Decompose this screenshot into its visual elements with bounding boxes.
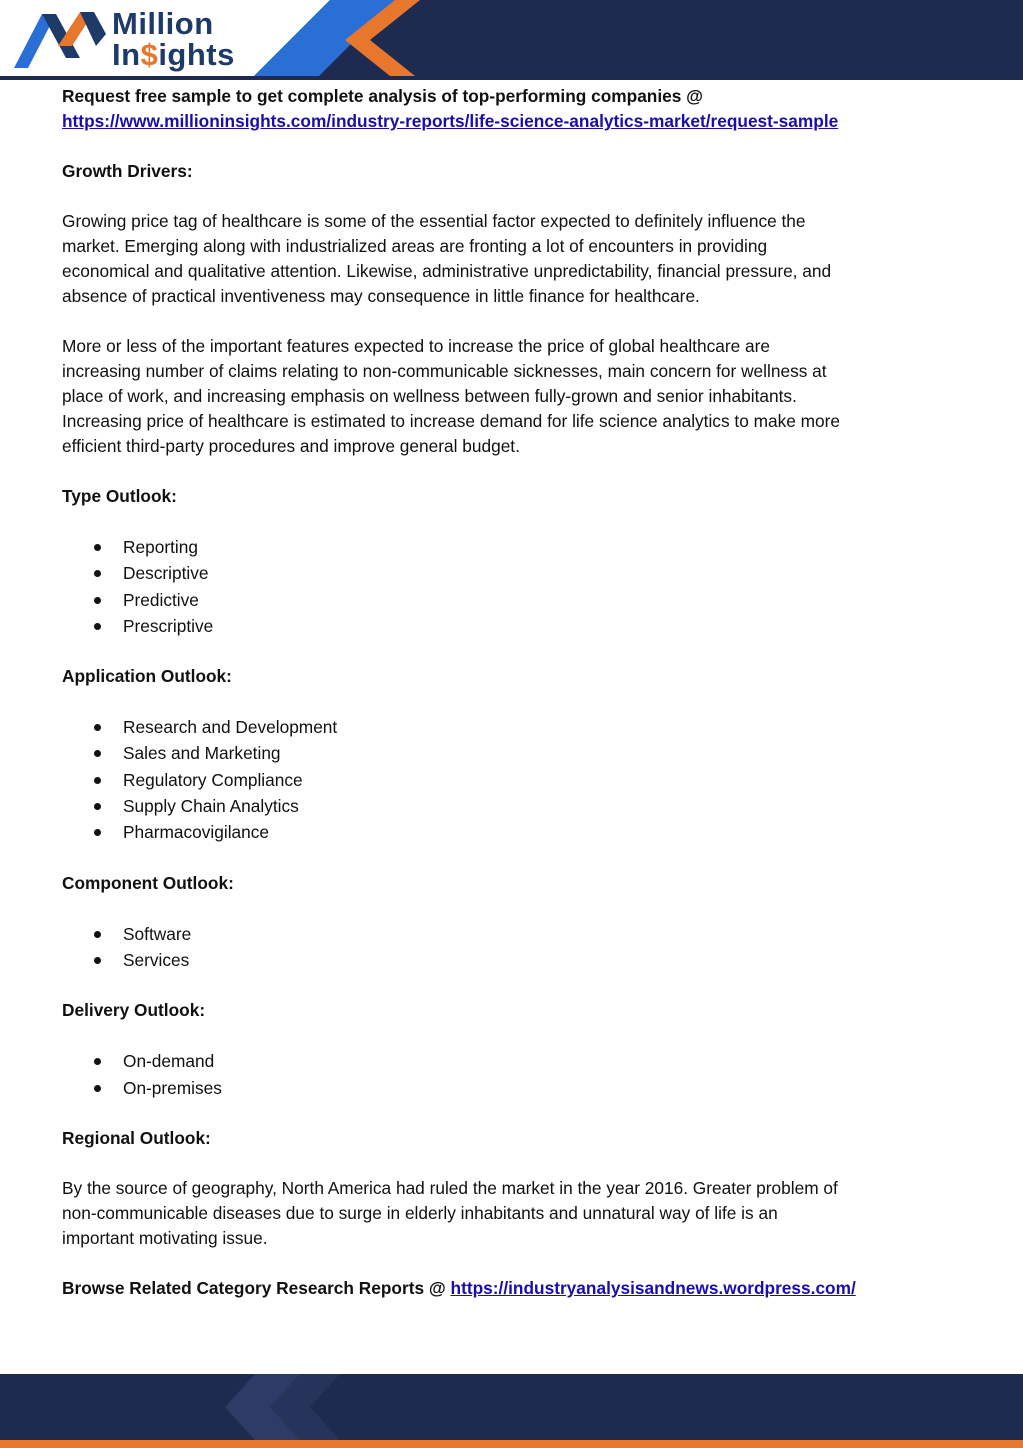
browse-related-line bbox=[62, 1276, 962, 1301]
text-line: By the source of geography, North America had ruled the market in the year 2016. Greater problem of bbox=[62, 1177, 838, 1198]
text-line: increasing number of claims relating to non-communicable sicknesses, main concern for wellness at bbox=[62, 361, 827, 381]
request-sample-text: Request free sample to get complete analysis of top-performing companies @ bbox=[62, 86, 704, 106]
text-line: Increasing price of healthcare is estimated to increase demand for life science analytics to make more bbox=[62, 411, 841, 431]
header-banner bbox=[0, 0, 1023, 80]
text-line: More or less of the important features expected to increase the price of global healthcare are bbox=[62, 336, 770, 356]
logo-line-2-pre: In bbox=[112, 37, 141, 72]
delivery-outlook-heading: Delivery Outlook: bbox=[62, 1000, 206, 1021]
list-item: Pharmacovigilance bbox=[62, 819, 962, 845]
text-line: efficient third-party procedures and improve general budget. bbox=[62, 436, 520, 456]
growth-paragraph-1 bbox=[62, 209, 962, 309]
text-line: non-communicable diseases due to surge in elderly inhabitants and unnatural way of life is an bbox=[62, 1202, 778, 1223]
application-outlook-list bbox=[62, 714, 962, 845]
browse-related-text: Browse Related Category Research Reports @ bbox=[62, 1277, 451, 1298]
regional-outlook-heading: Regional Outlook: bbox=[62, 1127, 211, 1148]
list-item: Prescriptive bbox=[62, 613, 962, 639]
logo-line-2 bbox=[112, 39, 235, 70]
logo-line-1: Million bbox=[112, 6, 214, 41]
logo-wordmark bbox=[112, 8, 235, 70]
regional-paragraph bbox=[62, 1176, 962, 1251]
list-item: Sales and Marketing bbox=[62, 740, 962, 766]
type-outlook-list bbox=[62, 534, 962, 639]
application-outlook-heading: Application Outlook: bbox=[62, 666, 232, 687]
logo-dollar: $ bbox=[140, 37, 159, 72]
text-line: market. Emerging along with industrialized areas are fronting a lot of encounters in providing bbox=[62, 236, 768, 256]
footer-banner bbox=[0, 1374, 1023, 1448]
text-line: absence of practical inventiveness may consequence in little finance for healthcare. bbox=[62, 286, 700, 306]
document-body bbox=[62, 84, 962, 1301]
text-line: Growing price tag of healthcare is some of the essential factor expected to definitely influence the bbox=[62, 211, 806, 231]
list-item: Software bbox=[62, 921, 962, 947]
list-item: Supply Chain Analytics bbox=[62, 793, 962, 819]
list-item: Predictive bbox=[62, 587, 962, 613]
list-item: Descriptive bbox=[62, 560, 962, 586]
footer-background bbox=[0, 1374, 1023, 1448]
list-item: On-demand bbox=[62, 1048, 962, 1074]
list-item: Regulatory Compliance bbox=[62, 767, 962, 793]
logo-mark-icon bbox=[14, 6, 106, 72]
component-outlook-list bbox=[62, 921, 962, 974]
text-line: place of work, and increasing emphasis on wellness between fully-grown and senior inhabitants. bbox=[62, 386, 797, 406]
request-sample-link[interactable]: https://www.millioninsights.com/industry-reports/life-science-analytics-market/request-sample bbox=[62, 111, 839, 131]
type-outlook-heading: Type Outlook: bbox=[62, 486, 177, 506]
list-item: Research and Development bbox=[62, 714, 962, 740]
list-item: Services bbox=[62, 947, 962, 973]
browse-related-link[interactable]: https://industryanalysisandnews.wordpress.com/ bbox=[450, 1277, 856, 1298]
list-item: Reporting bbox=[62, 534, 962, 560]
million-insights-logo[interactable] bbox=[14, 6, 254, 76]
text-line: important motivating issue. bbox=[62, 1227, 268, 1248]
growth-paragraph-2 bbox=[62, 334, 962, 459]
component-outlook-heading: Component Outlook: bbox=[62, 872, 234, 893]
text-line: economical and qualitative attention. Likewise, administrative unpredictability, financial pressure, and bbox=[62, 261, 832, 281]
list-item: On-premises bbox=[62, 1075, 962, 1101]
delivery-outlook-list bbox=[62, 1048, 962, 1101]
growth-drivers-heading: Growth Drivers: bbox=[62, 161, 193, 181]
logo-line-2-post: ights bbox=[158, 37, 235, 72]
